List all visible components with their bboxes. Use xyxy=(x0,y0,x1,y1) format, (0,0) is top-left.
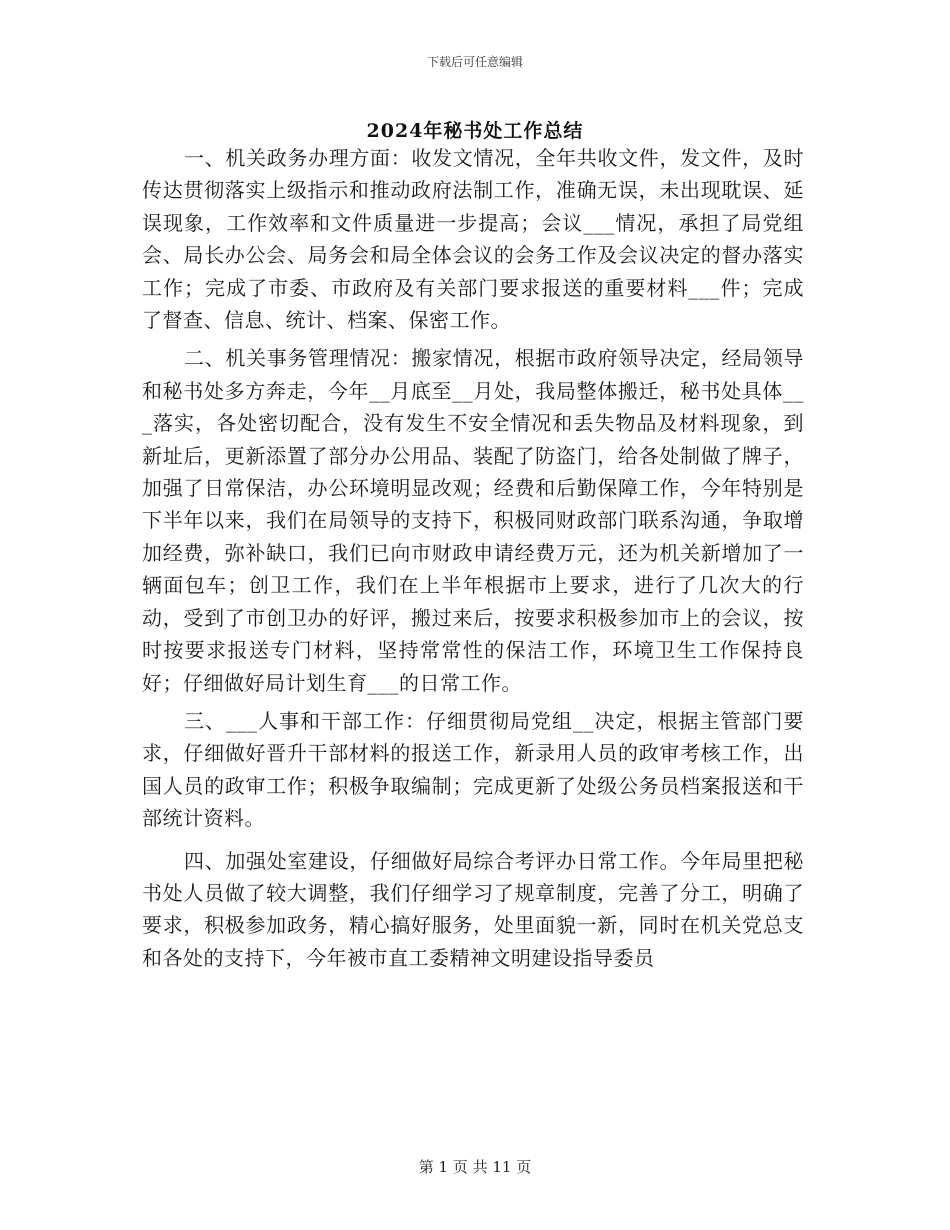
paragraph-1: 一、机关政务办理方面：收发文情况，全年共收文件，发文件，及时传达贯彻落实上级指示和推动政府法制工作，准确无误，未出现耽误、延误现象，工作效率和文件质量进一步提高；会议___情况，承担了局党组会、局长办公会、局务会和局全体会议的会务工作及会议决定的督办落实工作；完成了市委、市政府及有关部门要求报送的重要材料___件；完成了督查、信息、统计、档案、保密工作。 xyxy=(142,146,804,333)
document-title: 2024年秘书处工作总结 xyxy=(366,120,584,142)
paragraph-3: 三、___人事和干部工作：仔细贯彻局党组__决定，根据主管部门要求，仔细做好晋升干部材料的报送工作，新录用人员的政审考核工作，出国人员的政审工作；积极争取编制；完成更新了处级公务员档案报送和干部统计资料。 xyxy=(142,708,804,831)
paragraph-4: 四、加强处室建设，仔细做好局综合考评办日常工作。今年局里把秘书处人员做了较大调整，我们仔细学习了规章制度，完善了分工，明确了要求，积极参加政务，精心搞好服务，处里面貌一新，同时在机关党总支和各处的支持下，今年被市直工委精神文明建设指导委员 xyxy=(142,848,804,970)
document-body xyxy=(142,142,804,974)
page-number-footer: 第 1 页 共 11 页 xyxy=(418,1158,532,1176)
page-header-note: 下载后可任意编辑 xyxy=(426,55,523,69)
paragraph-2: 二、机关事务管理情况：搬家情况，根据市政府领导决定，经局领导和秘书处多方奔走，今年__月底至__月处，我局整体搬迁，秘书处具体___落实，各处密切配合，没有发生不安全情况和丢失物品及材料现象，到新址后，更新添置了部分办公用品、装配了防盗门，给各处制做了牌子，加强了日常保洁，办公环境明显改观；经费和后勤保障工作，今年特别是下半年以来，我们在局领导的支持下，积极同财政部门联系沟通，争取增加经费，弥补缺口，我们已向市财政申请经费万元，还为机关新增加了一辆面包车；创卫工作，我们在上半年根据市上要求，进行了几次大的行动，受到了市创卫办的好评，搬过来后，按要求积极参加市上的会议，按时按要求报送专门材料，坚持常常性的保洁工作，环境卫生工作保持良好；仔细做好局计划生育___的日常工作。 xyxy=(142,346,804,695)
